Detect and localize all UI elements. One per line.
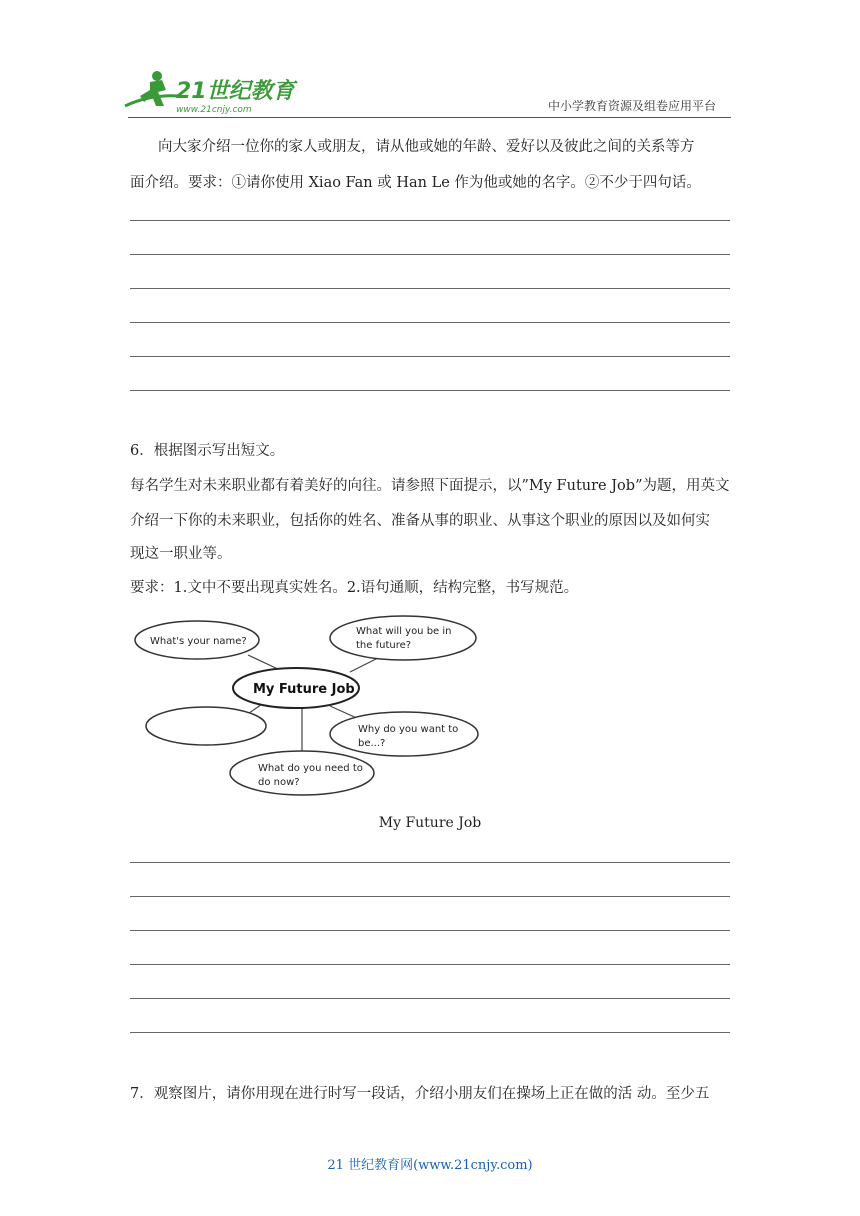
why-question-2: be...? xyxy=(358,738,386,749)
q6-line-4: 要求：1.文中不要出现真实姓名。2.语句通顺，结构完整，书写规范。 xyxy=(130,580,579,596)
q6-heading: 6．根据图示写出短文。 xyxy=(130,443,285,459)
q6-line-2: 介绍一下你的未来职业，包括你的姓名、准备从事的职业、从事这个职业的原因以及如何实 xyxy=(130,513,710,529)
site-logo xyxy=(120,66,300,116)
writing-line[interactable] xyxy=(130,220,730,221)
writing-line[interactable] xyxy=(130,930,730,931)
logo-text: 21世纪教育 xyxy=(176,79,295,104)
mind-map-diagram xyxy=(130,612,490,802)
q5-line-2: 面介绍。要求：①请你使用 Xiao Fan 或 Han Le 作为他或她的名字。②不少于四句话。 xyxy=(130,175,701,191)
writing-line[interactable] xyxy=(130,964,730,965)
future-question-1: What will you be in xyxy=(356,626,452,637)
logo-url: www.21cnjy.com xyxy=(176,105,252,115)
why-question-1: Why do you want to xyxy=(358,724,459,735)
writing-line[interactable] xyxy=(130,356,730,357)
writing-line[interactable] xyxy=(130,390,730,391)
writing-line[interactable] xyxy=(130,862,730,863)
platform-name: 中小学教育资源及组卷应用平台 xyxy=(548,99,717,113)
footer-link[interactable]: 21 世纪教育网(www.21cnjy.com) xyxy=(327,1158,533,1173)
writing-line[interactable] xyxy=(130,998,730,999)
center-label: My Future Job xyxy=(253,682,355,697)
need-question-1: What do you need to xyxy=(258,763,363,774)
future-question-2: the future? xyxy=(356,640,412,651)
writing-line[interactable] xyxy=(130,1032,730,1033)
writing-line[interactable] xyxy=(130,896,730,897)
q6-line-3: 现这一职业等。 xyxy=(130,546,232,562)
q7-line-1: 7．观察图片，请你用现在进行时写一段话，介绍小朋友们在操场上正在做的活 动。至少五 xyxy=(130,1086,710,1102)
name-question: What's your name? xyxy=(150,636,247,647)
runner-icon xyxy=(125,71,180,106)
future-bubble xyxy=(330,616,476,660)
q6-line-1: 每名学生对未来职业都有着美好的向往。请参照下面提示，以”My Future Job”为题，用英文 xyxy=(130,478,730,494)
q5-line-1: 向大家介绍一位你的家人或朋友，请从他或她的年龄、爱好以及彼此之间的关系等方 xyxy=(158,139,695,155)
header-divider xyxy=(128,117,731,118)
empty-bubble xyxy=(146,707,266,745)
essay-title: My Future Job xyxy=(378,815,482,831)
writing-line[interactable] xyxy=(130,322,730,323)
need-question-2: do now? xyxy=(258,777,300,788)
writing-line[interactable] xyxy=(130,254,730,255)
writing-line[interactable] xyxy=(130,288,730,289)
